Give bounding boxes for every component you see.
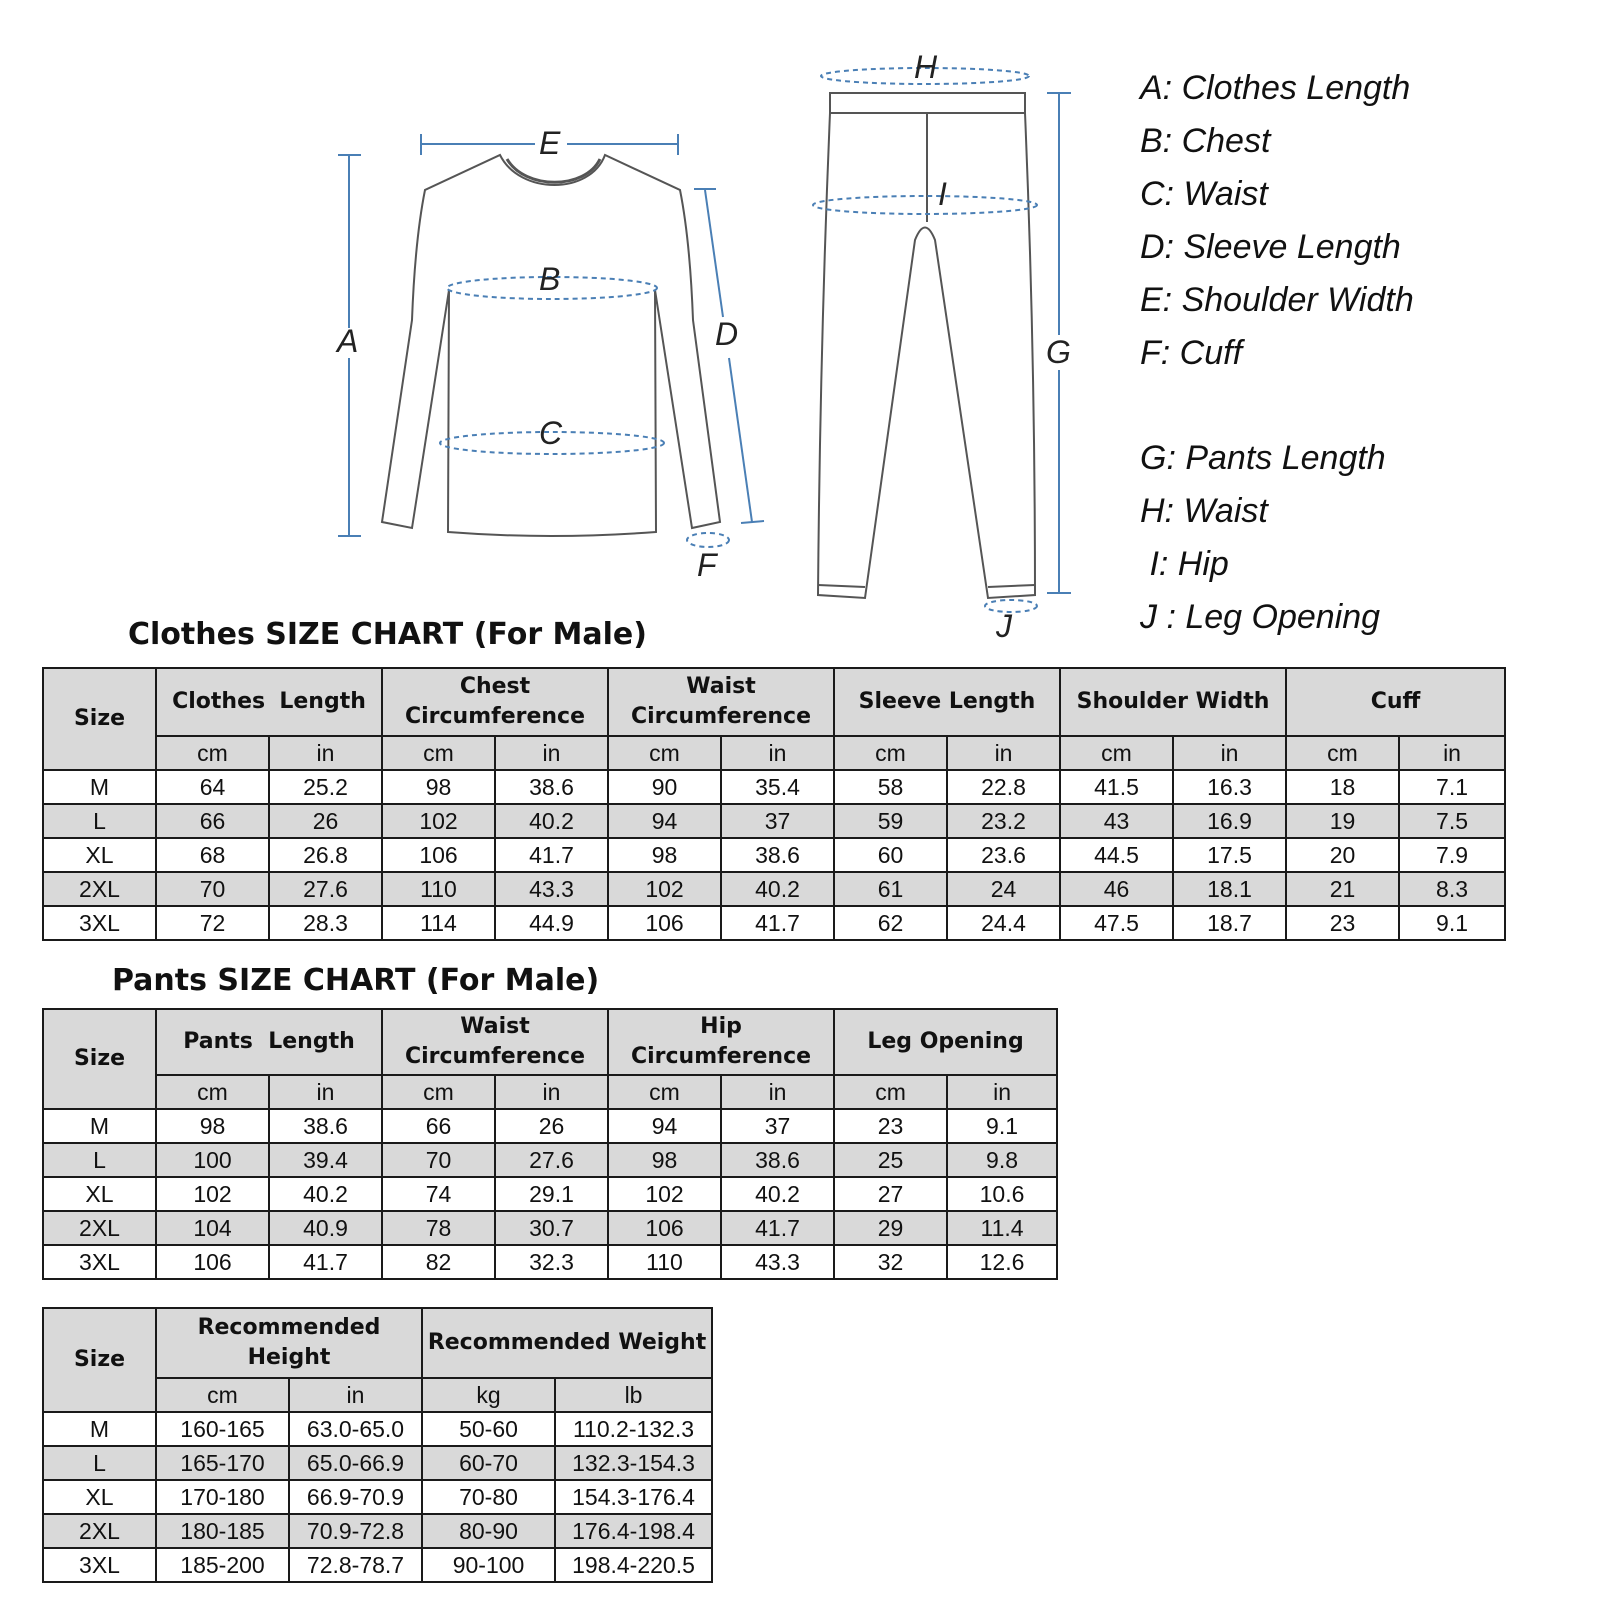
value-cell: 43.3 [721,1245,834,1279]
size-cell: M [43,1109,156,1143]
value-cell: 44.5 [1060,838,1173,872]
value-cell: 68 [156,838,269,872]
value-cell: 78 [382,1211,495,1245]
size-cell: M [43,770,156,804]
legend-item: F: Cuff [1140,334,1243,372]
value-cell: 72.8-78.7 [289,1548,422,1582]
value-cell: 27.6 [495,1143,608,1177]
unit-header: in [495,1075,608,1109]
legend-item: E: Shoulder Width [1140,281,1414,319]
unit-header: lb [555,1378,712,1412]
unit-header: cm [608,736,721,770]
col-header-sleeve: Sleeve Length [834,668,1060,736]
value-cell: 64 [156,770,269,804]
value-cell: 22.8 [947,770,1060,804]
legend-item: I: Hip [1140,545,1229,583]
value-cell: 41.7 [269,1245,382,1279]
unit-header: cm [382,736,495,770]
value-cell: 35.4 [721,770,834,804]
value-cell: 110 [382,872,495,906]
value-cell: 7.1 [1399,770,1505,804]
value-cell: 198.4-220.5 [555,1548,712,1582]
table-row [43,1109,1057,1143]
table-row [43,804,1505,838]
value-cell: 40.2 [721,872,834,906]
recommended-size-table [42,1307,713,1583]
value-cell: 74 [382,1177,495,1211]
value-cell: 185-200 [156,1548,289,1582]
size-cell: L [43,1143,156,1177]
value-cell: 70-80 [422,1480,555,1514]
value-cell: 23.6 [947,838,1060,872]
value-cell: 114 [382,906,495,940]
size-cell: 3XL [43,906,156,940]
table-row [43,1514,712,1548]
value-cell: 44.9 [495,906,608,940]
size-cell: L [43,1446,156,1480]
value-cell: 7.5 [1399,804,1505,838]
value-cell: 63.0-65.0 [289,1412,422,1446]
value-cell: 90 [608,770,721,804]
table-row [43,906,1505,940]
value-cell: 23 [1286,906,1399,940]
value-cell: 9.1 [1399,906,1505,940]
unit-header: in [1173,736,1286,770]
unit-header: kg [422,1378,555,1412]
value-cell: 25.2 [269,770,382,804]
unit-header: cm [156,736,269,770]
value-cell: 102 [382,804,495,838]
value-cell: 38.6 [495,770,608,804]
label-f: F [697,547,717,583]
clothes-size-table [42,667,1506,941]
label-h: H [914,49,938,85]
pants-illustration [818,93,1035,598]
value-cell: 94 [608,804,721,838]
value-cell: 46 [1060,872,1173,906]
value-cell: 65.0-66.9 [289,1446,422,1480]
value-cell: 26 [495,1109,608,1143]
value-cell: 98 [382,770,495,804]
value-cell: 80-90 [422,1514,555,1548]
value-cell: 26.8 [269,838,382,872]
size-cell: XL [43,838,156,872]
unit-header: in [289,1378,422,1412]
legend-item: H: Waist [1140,492,1268,530]
value-cell: 18 [1286,770,1399,804]
label-e: E [539,125,561,161]
value-cell: 66.9-70.9 [289,1480,422,1514]
value-cell: 70 [156,872,269,906]
size-cell: 2XL [43,1211,156,1245]
table-row [43,838,1505,872]
col-header-text: Length [279,689,366,714]
table-row [43,1177,1057,1211]
value-cell: 47.5 [1060,906,1173,940]
value-cell: 21 [1286,872,1399,906]
value-cell: 43.3 [495,872,608,906]
size-cell: XL [43,1480,156,1514]
size-header: Size [43,668,156,770]
legend-item: D: Sleeve Length [1140,228,1401,266]
circumference-ellipses [440,68,1037,612]
value-cell: 9.8 [947,1143,1057,1177]
value-cell: 106 [382,838,495,872]
value-cell: 23.2 [947,804,1060,838]
measurement-legend [1140,62,1580,644]
table-row [43,1548,712,1582]
value-cell: 110.2-132.3 [555,1412,712,1446]
value-cell: 28.3 [269,906,382,940]
value-cell: 106 [608,1211,721,1245]
value-cell: 16.3 [1173,770,1286,804]
value-cell: 11.4 [947,1211,1057,1245]
value-cell: 38.6 [721,1143,834,1177]
unit-header: cm [834,736,947,770]
value-cell: 60 [834,838,947,872]
value-cell: 106 [608,906,721,940]
value-cell: 41.7 [721,906,834,940]
legend-item: C: Waist [1140,175,1268,213]
col-header-waist: Waist Circumference [382,1009,608,1075]
value-cell: 165-170 [156,1446,289,1480]
legend-item: A: Clothes Length [1140,69,1411,107]
value-cell: 106 [156,1245,269,1279]
value-cell: 154.3-176.4 [555,1480,712,1514]
col-header-hip: Hip Circumference [608,1009,834,1075]
value-cell: 27 [834,1177,947,1211]
size-cell: 3XL [43,1548,156,1582]
value-cell: 50-60 [422,1412,555,1446]
col-header-waist: Waist Circumference [608,668,834,736]
value-cell: 60-70 [422,1446,555,1480]
shirt-illustration [382,155,720,536]
label-g: G [1046,334,1071,370]
value-cell: 24.4 [947,906,1060,940]
size-header: Size [43,1308,156,1412]
value-cell: 18.1 [1173,872,1286,906]
value-cell: 98 [608,1143,721,1177]
col-header-pants-length: Pants Length [156,1009,382,1075]
value-cell: 32 [834,1245,947,1279]
value-cell: 40.2 [721,1177,834,1211]
unit-header: cm [382,1075,495,1109]
unit-header: in [495,736,608,770]
value-cell: 98 [608,838,721,872]
value-cell: 94 [608,1109,721,1143]
value-cell: 70.9-72.8 [289,1514,422,1548]
legend-item: B: Chest [1140,122,1271,160]
table-row [43,1211,1057,1245]
clothes-chart-title: Clothes SIZE CHART (For Male) [128,617,647,652]
value-cell: 19 [1286,804,1399,838]
size-cell: M [43,1412,156,1446]
value-cell: 24 [947,872,1060,906]
unit-header: cm [608,1075,721,1109]
label-j: J [996,608,1012,644]
value-cell: 18.7 [1173,906,1286,940]
col-header-shoulder: Shoulder Width [1060,668,1286,736]
unit-header: in [947,736,1060,770]
table-row [43,770,1505,804]
unit-header: cm [156,1075,269,1109]
table-row [43,872,1505,906]
value-cell: 102 [156,1177,269,1211]
size-cell: L [43,804,156,838]
unit-header: cm [1060,736,1173,770]
value-cell: 176.4-198.4 [555,1514,712,1548]
label-a: A [337,323,359,359]
value-cell: 10.6 [947,1177,1057,1211]
col-header-weight: Recommended Weight [422,1308,712,1378]
unit-header: in [721,1075,834,1109]
table-row [43,1446,712,1480]
table-row [43,1143,1057,1177]
unit-header: in [269,736,382,770]
value-cell: 110 [608,1245,721,1279]
value-cell: 40.2 [495,804,608,838]
value-cell: 102 [608,1177,721,1211]
value-cell: 160-165 [156,1412,289,1446]
value-cell: 100 [156,1143,269,1177]
value-cell: 43 [1060,804,1173,838]
size-cell: 2XL [43,1514,156,1548]
value-cell: 27.6 [269,872,382,906]
unit-header: in [1399,736,1505,770]
value-cell: 98 [156,1109,269,1143]
value-cell: 104 [156,1211,269,1245]
table-row [43,1412,712,1446]
value-cell: 9.1 [947,1109,1057,1143]
value-cell: 8.3 [1399,872,1505,906]
value-cell: 41.5 [1060,770,1173,804]
value-cell: 20 [1286,838,1399,872]
value-cell: 30.7 [495,1211,608,1245]
value-cell: 32.3 [495,1245,608,1279]
value-cell: 37 [721,804,834,838]
value-cell: 38.6 [721,838,834,872]
value-cell: 40.2 [269,1177,382,1211]
col-header-cuff: Cuff [1286,668,1505,736]
label-c: C [539,415,563,451]
value-cell: 38.6 [269,1109,382,1143]
value-cell: 29 [834,1211,947,1245]
legend-item: G: Pants Length [1140,439,1386,477]
value-cell: 25 [834,1143,947,1177]
value-cell: 26 [269,804,382,838]
value-cell: 90-100 [422,1548,555,1582]
value-cell: 59 [834,804,947,838]
value-cell: 61 [834,872,947,906]
col-header-chest: Chest Circumference [382,668,608,736]
value-cell: 66 [382,1109,495,1143]
table-row [43,1480,712,1514]
label-i: I [938,176,947,212]
col-header-height: Recommended Height [156,1308,422,1378]
unit-header: cm [1286,736,1399,770]
value-cell: 66 [156,804,269,838]
size-cell: XL [43,1177,156,1211]
value-cell: 82 [382,1245,495,1279]
value-cell: 170-180 [156,1480,289,1514]
legend-item: J : Leg Opening [1140,598,1381,636]
col-header-text: Clothes [172,689,266,714]
unit-header: in [721,736,834,770]
value-cell: 62 [834,906,947,940]
unit-header: in [269,1075,382,1109]
value-cell: 58 [834,770,947,804]
value-cell: 72 [156,906,269,940]
size-cell: 3XL [43,1245,156,1279]
value-cell: 70 [382,1143,495,1177]
pants-size-table [42,1008,1058,1280]
value-cell: 16.9 [1173,804,1286,838]
size-header: Size [43,1009,156,1109]
unit-header: cm [834,1075,947,1109]
value-cell: 102 [608,872,721,906]
value-cell: 41.7 [495,838,608,872]
value-cell: 180-185 [156,1514,289,1548]
pants-chart-title: Pants SIZE CHART (For Male) [112,963,600,998]
table-row [43,1245,1057,1279]
value-cell: 17.5 [1173,838,1286,872]
value-cell: 7.9 [1399,838,1505,872]
unit-header: in [947,1075,1057,1109]
value-cell: 132.3-154.3 [555,1446,712,1480]
value-cell: 23 [834,1109,947,1143]
label-b: B [539,261,561,297]
col-header-leg-opening: Leg Opening [834,1009,1057,1075]
value-cell: 41.7 [721,1211,834,1245]
unit-header: cm [156,1378,289,1412]
col-header-clothes-length [156,668,382,736]
value-cell: 12.6 [947,1245,1057,1279]
label-d: D [715,316,739,352]
value-cell: 39.4 [269,1143,382,1177]
value-cell: 29.1 [495,1177,608,1211]
size-cell: 2XL [43,872,156,906]
value-cell: 37 [721,1109,834,1143]
value-cell: 40.9 [269,1211,382,1245]
